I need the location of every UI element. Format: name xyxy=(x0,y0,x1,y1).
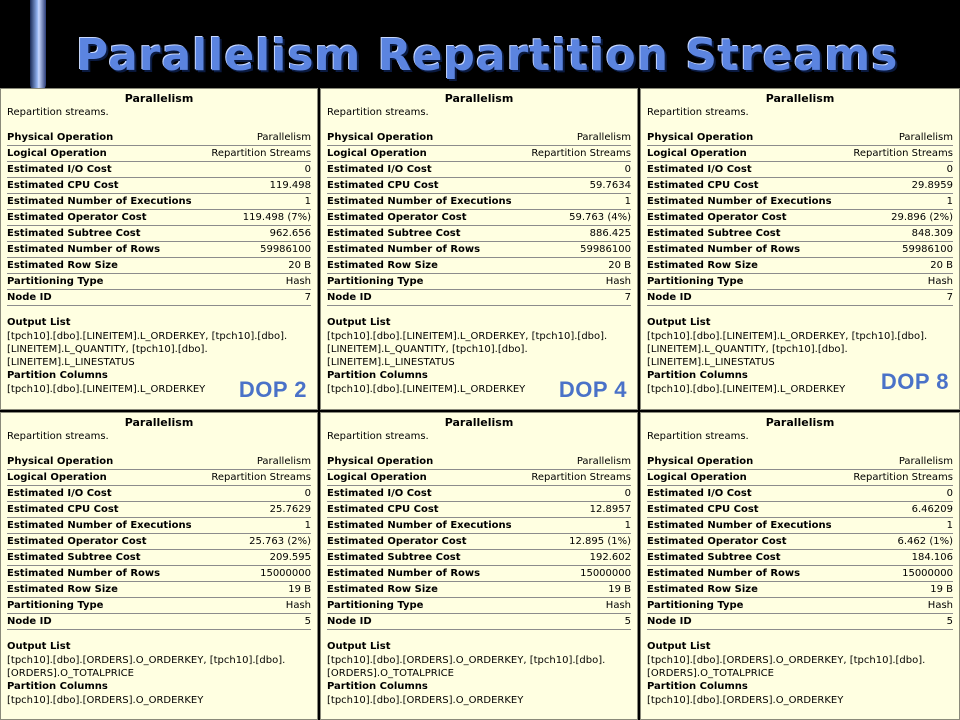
property-label: Estimated I/O Cost xyxy=(327,488,432,499)
property-value: 25.763 (2%) xyxy=(249,536,311,547)
property-value: 192.602 xyxy=(589,552,631,563)
output-list-text: [tpch10].[dbo].[LINEITEM].L_ORDERKEY, [tpch10].[dbo].[LINEITEM].L_QUANTITY, [tpch10].[dbo].[LINEITEM].L_LINESTATUS xyxy=(327,331,608,368)
property-row xyxy=(327,290,631,306)
property-row xyxy=(7,518,311,534)
panel-description: Repartition streams. xyxy=(7,431,109,442)
property-value: Hash xyxy=(605,600,631,611)
property-value: 1 xyxy=(624,520,631,531)
property-row xyxy=(7,566,311,582)
property-row xyxy=(7,226,311,242)
panel-description: Repartition streams. xyxy=(647,107,749,118)
property-row xyxy=(327,178,631,194)
property-value: 59986100 xyxy=(902,244,953,255)
property-value: 20 B xyxy=(930,260,953,271)
property-label: Estimated Row Size xyxy=(647,260,758,271)
property-label: Estimated Operator Cost xyxy=(7,536,147,547)
property-row xyxy=(7,290,311,306)
partition-columns-text: [tpch10].[dbo].[ORDERS].O_ORDERKEY xyxy=(7,695,204,706)
property-row xyxy=(647,178,953,194)
property-label: Estimated Number of Executions xyxy=(7,520,192,531)
partition-columns-text: [tpch10].[dbo].[ORDERS].O_ORDERKEY xyxy=(647,695,844,706)
property-value: Parallelism xyxy=(576,132,631,143)
property-value: 20 B xyxy=(608,260,631,271)
property-label: Estimated Row Size xyxy=(7,584,118,595)
dop-label: DOP 8 xyxy=(880,369,949,394)
property-value: 12.8957 xyxy=(589,504,631,515)
panel-title: Parallelism xyxy=(124,416,194,429)
property-row xyxy=(327,146,631,162)
property-label: Logical Operation xyxy=(327,472,427,483)
property-value: 7 xyxy=(304,292,311,303)
property-label: Estimated Operator Cost xyxy=(327,536,467,547)
property-value: 0 xyxy=(946,164,953,175)
property-row xyxy=(647,470,953,486)
property-label: Estimated Number of Rows xyxy=(327,244,481,255)
property-label: Partitioning Type xyxy=(327,600,424,611)
output-list-section xyxy=(1,640,317,707)
property-row xyxy=(7,470,311,486)
property-row xyxy=(647,534,953,550)
property-row xyxy=(647,130,953,146)
panel-title: Parallelism xyxy=(444,92,514,105)
property-value: 0 xyxy=(624,164,631,175)
property-row xyxy=(647,566,953,582)
panel-description: Repartition streams. xyxy=(7,107,109,118)
property-label: Partitioning Type xyxy=(647,276,744,287)
output-list-text: [tpch10].[dbo].[ORDERS].O_ORDERKEY, [tpch10].[dbo].[ORDERS].O_TOTALPRICE xyxy=(647,655,926,679)
property-value: Hash xyxy=(605,276,631,287)
property-label: Partitioning Type xyxy=(327,276,424,287)
parallelism-panel-dop-8 xyxy=(640,88,960,410)
property-value: 29.8959 xyxy=(911,180,953,191)
parallelism-panel-dop-2 xyxy=(0,88,318,410)
property-list xyxy=(1,130,317,306)
output-list-text: [tpch10].[dbo].[ORDERS].O_ORDERKEY, [tpch10].[dbo].[ORDERS].O_TOTALPRICE xyxy=(327,655,606,679)
property-label: Estimated Number of Rows xyxy=(647,568,801,579)
property-row xyxy=(327,210,631,226)
property-label: Estimated Number of Executions xyxy=(327,520,512,531)
slide-title: Parallelism Repartition Streams xyxy=(76,30,899,81)
property-value: 119.498 (7%) xyxy=(242,212,311,223)
property-row xyxy=(327,582,631,598)
property-label: Estimated Number of Executions xyxy=(647,196,832,207)
property-row xyxy=(7,210,311,226)
property-label: Estimated Row Size xyxy=(647,584,758,595)
parallelism-panel-orders-3 xyxy=(640,412,960,720)
property-label: Physical Operation xyxy=(327,456,434,467)
property-row xyxy=(7,146,311,162)
property-label: Logical Operation xyxy=(327,148,427,159)
property-row xyxy=(647,582,953,598)
property-value: 1 xyxy=(304,520,311,531)
property-value: Hash xyxy=(927,600,953,611)
property-value: 209.595 xyxy=(269,552,311,563)
property-label: Estimated Number of Executions xyxy=(327,196,512,207)
property-label: Estimated Operator Cost xyxy=(647,536,787,547)
property-value: Repartition Streams xyxy=(531,148,631,159)
property-row xyxy=(647,614,953,630)
property-value: 29.896 (2%) xyxy=(891,212,953,223)
decorative-bar xyxy=(30,0,46,92)
property-label: Estimated CPU Cost xyxy=(327,180,439,191)
property-label: Physical Operation xyxy=(327,132,434,143)
property-label: Estimated Row Size xyxy=(327,584,438,595)
parallelism-panel-orders-1 xyxy=(0,412,318,720)
property-label: Estimated I/O Cost xyxy=(7,164,112,175)
output-list-text: [tpch10].[dbo].[LINEITEM].L_ORDERKEY, [tpch10].[dbo].[LINEITEM].L_QUANTITY, [tpch10].[dbo].[LINEITEM].L_LINESTATUS xyxy=(647,331,928,368)
property-row xyxy=(647,518,953,534)
property-value: Parallelism xyxy=(256,132,311,143)
property-value: 5 xyxy=(624,616,631,627)
property-value: Repartition Streams xyxy=(211,148,311,159)
property-value: 19 B xyxy=(288,584,311,595)
property-label: Estimated Number of Rows xyxy=(7,244,161,255)
property-label: Logical Operation xyxy=(647,148,747,159)
partition-columns-text: [tpch10].[dbo].[LINEITEM].L_ORDERKEY xyxy=(327,384,526,395)
property-value: Parallelism xyxy=(898,456,953,467)
property-value: 19 B xyxy=(608,584,631,595)
property-row xyxy=(7,582,311,598)
property-label: Estimated Operator Cost xyxy=(327,212,467,223)
property-row xyxy=(327,470,631,486)
property-label: Node ID xyxy=(327,292,372,303)
property-value: 6.462 (1%) xyxy=(897,536,953,547)
property-value: 1 xyxy=(624,196,631,207)
output-list-label: Output List xyxy=(7,317,71,328)
property-row xyxy=(327,226,631,242)
property-value: 12.895 (1%) xyxy=(569,536,631,547)
property-row xyxy=(647,454,953,470)
property-value: Repartition Streams xyxy=(853,148,953,159)
property-label: Estimated Subtree Cost xyxy=(7,552,141,563)
property-label: Estimated Number of Executions xyxy=(7,196,192,207)
property-row xyxy=(327,130,631,146)
output-list-label: Output List xyxy=(327,641,391,652)
property-label: Estimated Number of Rows xyxy=(647,244,801,255)
property-value: 1 xyxy=(946,196,953,207)
property-row xyxy=(647,146,953,162)
property-row xyxy=(7,550,311,566)
property-label: Estimated I/O Cost xyxy=(647,164,752,175)
property-list xyxy=(321,454,637,630)
partition-columns-text: [tpch10].[dbo].[LINEITEM].L_ORDERKEY xyxy=(647,384,846,395)
property-label: Logical Operation xyxy=(7,148,107,159)
property-list xyxy=(641,454,959,630)
property-row xyxy=(647,194,953,210)
property-value: Hash xyxy=(285,600,311,611)
property-label: Physical Operation xyxy=(7,132,114,143)
property-row xyxy=(327,614,631,630)
property-row xyxy=(327,534,631,550)
output-list-text: [tpch10].[dbo].[LINEITEM].L_ORDERKEY, [tpch10].[dbo].[LINEITEM].L_QUANTITY, [tpch10].[dbo].[LINEITEM].L_LINESTATUS xyxy=(7,331,288,368)
property-value: 15000000 xyxy=(260,568,311,579)
partition-columns-label: Partition Columns xyxy=(327,681,428,692)
partition-columns-label: Partition Columns xyxy=(647,681,748,692)
property-label: Estimated I/O Cost xyxy=(7,488,112,499)
property-label: Estimated Subtree Cost xyxy=(647,228,781,239)
partition-columns-label: Partition Columns xyxy=(7,370,108,381)
property-label: Partitioning Type xyxy=(647,600,744,611)
property-value: 0 xyxy=(304,164,311,175)
property-value: 15000000 xyxy=(580,568,631,579)
property-value: 0 xyxy=(946,488,953,499)
output-list-label: Output List xyxy=(647,641,711,652)
property-label: Partitioning Type xyxy=(7,600,104,611)
property-row xyxy=(647,486,953,502)
property-label: Partitioning Type xyxy=(7,276,104,287)
property-value: Parallelism xyxy=(576,456,631,467)
property-value: 6.46209 xyxy=(911,504,953,515)
property-label: Estimated CPU Cost xyxy=(647,180,759,191)
property-value: 59.7634 xyxy=(589,180,631,191)
panel-description: Repartition streams. xyxy=(327,107,429,118)
property-label: Physical Operation xyxy=(647,456,754,467)
property-value: 7 xyxy=(946,292,953,303)
output-list-text: [tpch10].[dbo].[ORDERS].O_ORDERKEY, [tpch10].[dbo].[ORDERS].O_TOTALPRICE xyxy=(7,655,286,679)
property-value: Repartition Streams xyxy=(853,472,953,483)
property-label: Estimated Number of Rows xyxy=(327,568,481,579)
output-list-section xyxy=(641,640,959,707)
property-label: Estimated Row Size xyxy=(7,260,118,271)
partition-columns-text: [tpch10].[dbo].[LINEITEM].L_ORDERKEY xyxy=(7,384,206,395)
property-row xyxy=(647,258,953,274)
property-row xyxy=(647,242,953,258)
property-value: 0 xyxy=(624,488,631,499)
property-row xyxy=(7,274,311,290)
partition-columns-text: [tpch10].[dbo].[ORDERS].O_ORDERKEY xyxy=(327,695,524,706)
property-value: 7 xyxy=(624,292,631,303)
panel-title: Parallelism xyxy=(765,416,835,429)
property-label: Estimated Number of Executions xyxy=(647,520,832,531)
property-row xyxy=(327,598,631,614)
property-row xyxy=(7,486,311,502)
property-label: Node ID xyxy=(7,616,52,627)
property-value: 19 B xyxy=(930,584,953,595)
panel-title: Parallelism xyxy=(765,92,835,105)
property-value: 1 xyxy=(304,196,311,207)
property-row xyxy=(327,194,631,210)
property-row xyxy=(647,162,953,178)
property-value: Parallelism xyxy=(256,456,311,467)
property-row xyxy=(327,274,631,290)
property-value: Hash xyxy=(285,276,311,287)
property-row xyxy=(327,550,631,566)
panel-description: Repartition streams. xyxy=(327,431,429,442)
property-row xyxy=(7,242,311,258)
property-label: Estimated CPU Cost xyxy=(647,504,759,515)
property-list xyxy=(321,130,637,306)
property-value: 25.7629 xyxy=(269,504,311,515)
property-value: Parallelism xyxy=(898,132,953,143)
property-row xyxy=(647,290,953,306)
property-row xyxy=(7,534,311,550)
property-label: Estimated CPU Cost xyxy=(7,504,119,515)
property-value: 886.425 xyxy=(589,228,631,239)
property-row xyxy=(327,242,631,258)
property-label: Estimated CPU Cost xyxy=(327,504,439,515)
property-row xyxy=(7,258,311,274)
property-row xyxy=(327,162,631,178)
property-label: Estimated Number of Rows xyxy=(7,568,161,579)
output-list-section xyxy=(321,640,637,707)
property-label: Physical Operation xyxy=(647,132,754,143)
property-value: 848.309 xyxy=(911,228,953,239)
property-label: Estimated Operator Cost xyxy=(7,212,147,223)
property-row xyxy=(7,614,311,630)
property-row xyxy=(647,502,953,518)
property-value: 59.763 (4%) xyxy=(569,212,631,223)
parallelism-panel-orders-2 xyxy=(320,412,638,720)
parallelism-panel-dop-4 xyxy=(320,88,638,410)
property-label: Estimated CPU Cost xyxy=(7,180,119,191)
output-list-label: Output List xyxy=(7,641,71,652)
panel-description: Repartition streams. xyxy=(647,431,749,442)
property-label: Estimated I/O Cost xyxy=(327,164,432,175)
property-label: Estimated Subtree Cost xyxy=(7,228,141,239)
property-value: 15000000 xyxy=(902,568,953,579)
property-label: Estimated Row Size xyxy=(327,260,438,271)
property-row xyxy=(647,226,953,242)
property-value: 59986100 xyxy=(580,244,631,255)
property-value: 0 xyxy=(304,488,311,499)
property-label: Estimated I/O Cost xyxy=(647,488,752,499)
property-label: Node ID xyxy=(647,292,692,303)
property-value: Repartition Streams xyxy=(531,472,631,483)
property-row xyxy=(7,130,311,146)
dop-label: DOP 4 xyxy=(558,377,627,402)
partition-columns-label: Partition Columns xyxy=(7,681,108,692)
property-value: 20 B xyxy=(288,260,311,271)
output-list-label: Output List xyxy=(327,317,391,328)
partition-columns-label: Partition Columns xyxy=(647,370,748,381)
property-label: Logical Operation xyxy=(7,472,107,483)
property-list xyxy=(641,130,959,306)
property-row xyxy=(7,454,311,470)
property-value: 59986100 xyxy=(260,244,311,255)
property-row xyxy=(327,486,631,502)
property-label: Node ID xyxy=(327,616,372,627)
property-label: Estimated Subtree Cost xyxy=(647,552,781,563)
property-value: 184.106 xyxy=(911,552,953,563)
property-label: Estimated Operator Cost xyxy=(647,212,787,223)
property-label: Estimated Subtree Cost xyxy=(327,552,461,563)
property-row xyxy=(327,454,631,470)
property-row xyxy=(7,598,311,614)
property-row xyxy=(327,258,631,274)
property-row xyxy=(647,210,953,226)
property-row xyxy=(647,274,953,290)
property-row xyxy=(7,162,311,178)
property-value: 5 xyxy=(304,616,311,627)
property-value: 5 xyxy=(946,616,953,627)
property-value: Repartition Streams xyxy=(211,472,311,483)
property-row xyxy=(327,502,631,518)
property-label: Physical Operation xyxy=(7,456,114,467)
property-row xyxy=(327,518,631,534)
property-row xyxy=(7,178,311,194)
property-value: 119.498 xyxy=(269,180,311,191)
panel-title: Parallelism xyxy=(444,416,514,429)
property-value: 962.656 xyxy=(269,228,311,239)
dop-label: DOP 2 xyxy=(238,377,307,402)
property-row xyxy=(7,194,311,210)
property-list xyxy=(1,454,317,630)
property-label: Node ID xyxy=(7,292,52,303)
property-row xyxy=(327,566,631,582)
property-row xyxy=(7,502,311,518)
output-list-label: Output List xyxy=(647,317,711,328)
property-row xyxy=(647,598,953,614)
property-label: Logical Operation xyxy=(647,472,747,483)
property-label: Node ID xyxy=(647,616,692,627)
property-label: Estimated Subtree Cost xyxy=(327,228,461,239)
partition-columns-label: Partition Columns xyxy=(327,370,428,381)
panel-title: Parallelism xyxy=(124,92,194,105)
property-value: Hash xyxy=(927,276,953,287)
property-value: 1 xyxy=(946,520,953,531)
property-row xyxy=(647,550,953,566)
